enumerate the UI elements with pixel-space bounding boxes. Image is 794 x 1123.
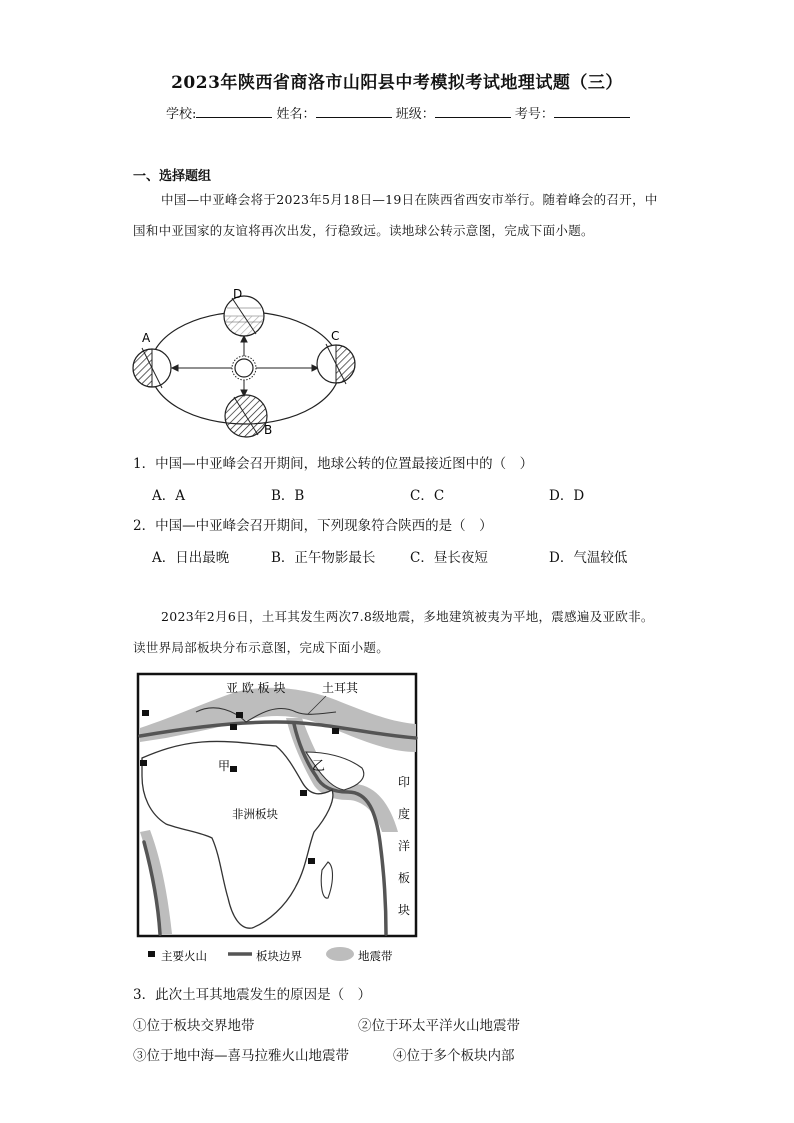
q2-option-d[interactable]: D．气温较低	[549, 550, 628, 566]
exam-no-blank[interactable]	[554, 105, 630, 118]
legend-quake-label: 地震带	[358, 949, 393, 963]
q1-option-c[interactable]: C．C	[410, 488, 445, 504]
q3-item-2: ②位于环太平洋火山地震带	[358, 1018, 520, 1034]
plate-map	[136, 672, 420, 972]
school-label: 学校:	[166, 107, 197, 122]
earth-b	[225, 395, 267, 437]
q1-option-d[interactable]: D．D	[549, 488, 585, 504]
svg-text:块: 块	[398, 903, 411, 917]
eurasia-plate-label: 亚 欧 板 块	[226, 681, 286, 695]
question-2-stem: 2．中国—中亚峰会召开期间，下列现象符合陕西的是（ ）	[133, 518, 493, 534]
page-title: 2023年陕西省商洛市山阳县中考模拟考试地理试题（三）	[171, 73, 623, 93]
legend-boundary-label: 板块边界	[256, 949, 302, 963]
q3-item-1: ①位于板块交界地带	[133, 1018, 255, 1034]
sun-icon	[232, 356, 256, 380]
label-d: D	[233, 287, 243, 301]
q1-option-a[interactable]: A．A	[152, 488, 185, 504]
passage-1: 中国—中亚峰会将于2023年5月18日—19日在陕西省西安市举行。随着峰会的召开，中国和中亚国家的友谊将再次出发，行稳致远。读地球公转示意图，完成下面小题。	[133, 192, 658, 238]
jia-label: 甲	[218, 759, 231, 773]
q2-option-a[interactable]: A．日出最晚	[152, 550, 230, 566]
earth-revolution-diagram	[128, 284, 370, 440]
legend-volcano-icon	[148, 951, 155, 957]
name-blank[interactable]	[316, 105, 392, 118]
label-a: A	[142, 331, 151, 345]
question-1-stem: 1．中国—中亚峰会召开期间，地球公转的位置最接近图中的（ ）	[133, 456, 534, 472]
label-c: C	[331, 329, 340, 343]
q2-option-c[interactable]: C．昼长夜短	[410, 550, 488, 566]
label-b: B	[264, 423, 273, 437]
yi-label: 乙	[312, 759, 326, 774]
map-legend	[148, 947, 393, 963]
earth-d	[224, 296, 264, 336]
name-label: 姓名：	[276, 107, 316, 122]
q2-option-b[interactable]: B．正午物影最长	[271, 550, 376, 566]
svg-text:洋: 洋	[398, 839, 411, 853]
svg-text:印: 印	[398, 775, 411, 789]
svg-text:板: 板	[398, 871, 411, 885]
school-blank[interactable]	[196, 105, 272, 118]
turkey-label: 土耳其	[322, 681, 359, 695]
legend-volcano-label: 主要火山	[161, 949, 207, 963]
section-title: 一、选择题组	[133, 169, 212, 184]
class-blank[interactable]	[435, 105, 511, 118]
passage-2: 2023年2月6日，土耳其发生两次7.8级地震，多地建筑被夷为平地，震感遍及亚欧非。读世界局部板块分布示意图，完成下面小题。	[133, 609, 654, 655]
svg-text:度: 度	[398, 807, 411, 821]
q3-item-4: ④位于多个板块内部	[393, 1048, 515, 1064]
student-info-line	[166, 103, 630, 122]
earth-c	[317, 344, 355, 384]
question-3-stem: 3．此次土耳其地震发生的原因是（ ）	[133, 987, 372, 1003]
q3-item-3: ③位于地中海—喜马拉雅火山地震带	[133, 1048, 349, 1064]
earth-a	[133, 348, 171, 388]
african-plate-label: 非洲板块	[232, 807, 278, 821]
legend-quake-icon	[326, 947, 354, 961]
class-label: 班级：	[395, 107, 435, 122]
exam-no-label: 考号：	[514, 107, 554, 122]
q1-option-b[interactable]: B．B	[271, 488, 305, 504]
